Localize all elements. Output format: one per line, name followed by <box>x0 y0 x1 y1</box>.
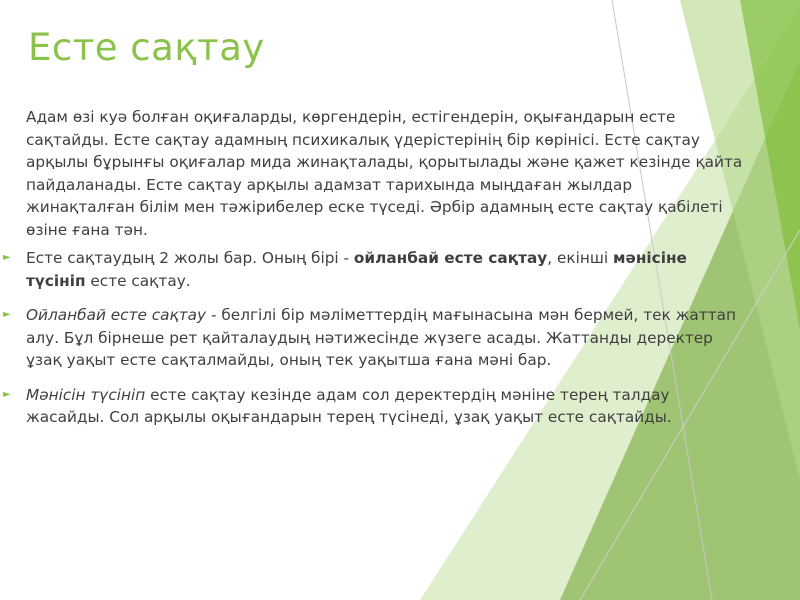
bullet-term-italic: Мәнісін түсініп <box>26 385 146 404</box>
bullet-term-bold: мәнісіне түсініп <box>26 249 687 290</box>
arrow-bullet-icon: ► <box>3 252 11 263</box>
bullet-text: - белгілі бір мәліметтердің мағынасына мән бермей, тек жаттап алу. Бұл бірнеше рет қайталаудың нәтижесінде жүзеге асады. Жаттанды деректер ұзақ уақыт есте сақталмайды, оның тек уақытша ғана мәні бар. <box>26 306 736 369</box>
bullet-text: есте сақтау. <box>85 271 191 290</box>
bullet-term-bold: ойланбай есте сақтау <box>353 249 548 267</box>
bullet-text: Есте сақтаудың 2 жолы бар. Оның бірі - <box>26 249 354 267</box>
intro-paragraph: Адам өзі куә болған оқиғаларды, көргендерін, естігендерін, оқығандарын есте сақтайды. Есте сақтау адамның психикалық үдерістерінің бір көрінісі. Есте сақтау арқылы бұрынғы оқиғалар мида жинақталады, қорытылады және қажет кезінде қайта пайдаланады. Есте сақтау арқылы адамзат тарихында мыңдаған жылдар жинақталған білім мен тәжірибелер еске түседі. Әрбір адамның есте сақтау қабілеті өзіне ғана тән. <box>26 108 743 239</box>
bullet-item-rote <box>3 304 744 372</box>
bullet-term-italic: Ойланбай есте сақтау <box>26 306 207 324</box>
bullet-text: , екінші <box>547 249 613 267</box>
bullet-item-meaningful <box>3 384 744 429</box>
bullet-item-ways <box>3 247 744 292</box>
arrow-bullet-icon: ► <box>3 388 11 400</box>
bullet-text: есте сақтау кезінде адам сол деректердің мәніне терең талдау жасайды. Сол арқылы оқығандарын терең түсінеді, ұзақ уақыт есте сақтайды. <box>26 385 672 426</box>
slide-title: Есте сақтау <box>28 26 265 69</box>
arrow-bullet-icon: ► <box>3 309 11 320</box>
slide-body <box>3 106 744 441</box>
